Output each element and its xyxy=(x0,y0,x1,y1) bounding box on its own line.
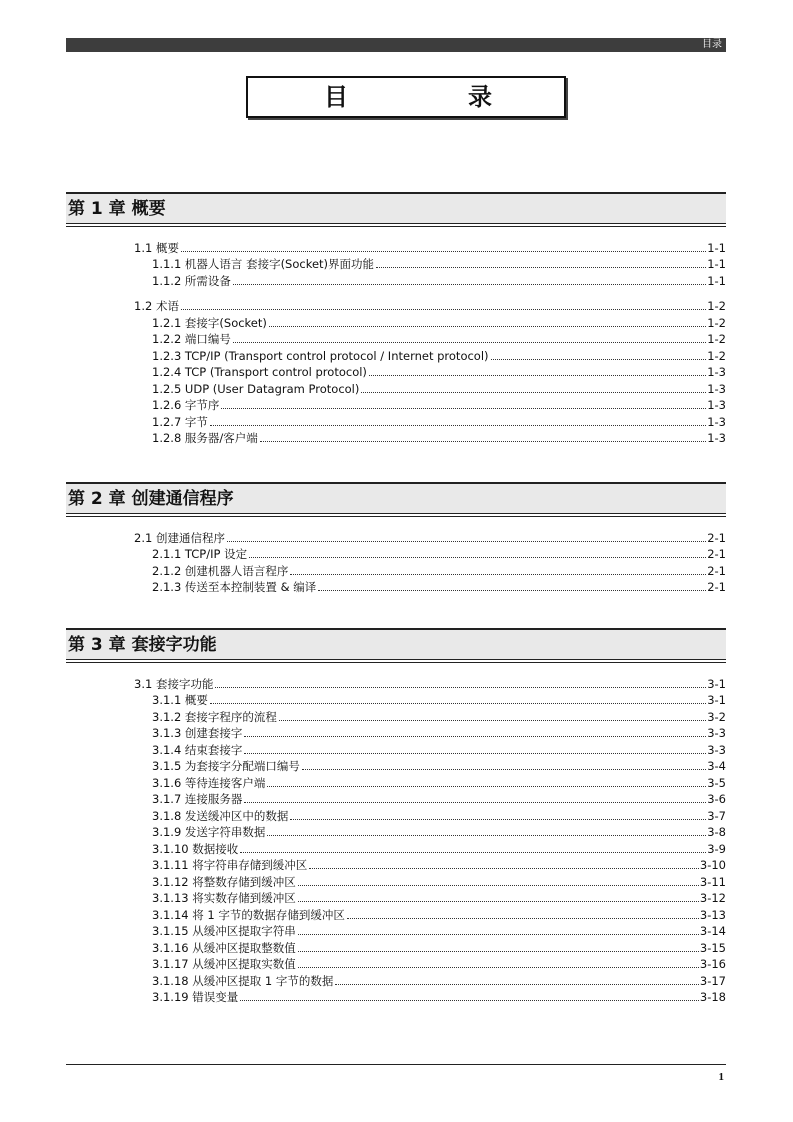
toc-entry-page: 1-3 xyxy=(707,398,726,412)
toc-dot-leader xyxy=(302,768,706,770)
toc-entry-label: 1.2.5 UDP (User Datagram Protocol) xyxy=(152,381,360,396)
document-title-box xyxy=(246,76,566,118)
toc-dot-leader xyxy=(298,950,699,952)
toc-entry-page: 2-1 xyxy=(707,530,726,545)
chapter-3 xyxy=(66,628,726,1004)
toc-entry-label: 1.2.7 字节 xyxy=(152,414,208,429)
toc-entry-label: 3.1.11 将字符串存储到缓冲区 xyxy=(152,858,308,872)
toc-entry-page: 3-1 xyxy=(707,693,726,707)
toc-dot-leader xyxy=(298,884,699,886)
toc-entry-label: 3.1.16 从缓冲区提取整数值 xyxy=(152,940,296,955)
toc-entry-label: 3.1 套接字功能 xyxy=(134,676,214,691)
toc-entry-label: 2.1.2 创建机器人语言程序 xyxy=(152,563,289,578)
toc-entry-label: 2.1.1 TCP/IP 设定 xyxy=(152,547,248,561)
footer-rule xyxy=(66,1064,726,1065)
toc-entry-label: 1.1 概要 xyxy=(134,240,179,255)
toc-entry[interactable] xyxy=(66,271,726,288)
toc-entry-page: 1-2 xyxy=(707,315,726,330)
toc-list xyxy=(66,528,726,594)
toc-dot-leader xyxy=(221,407,706,409)
toc-entry[interactable] xyxy=(66,346,726,363)
toc-entry-page: 3-3 xyxy=(707,742,726,757)
title-char-left: 目 xyxy=(324,83,348,111)
toc-dot-leader xyxy=(249,556,706,558)
toc-dot-leader xyxy=(279,719,706,721)
toc-list xyxy=(66,674,726,1004)
toc-entry-label: 3.1.18 从缓冲区提取 1 字节的数据 xyxy=(152,973,334,988)
toc-entry[interactable] xyxy=(66,429,726,446)
toc-entry[interactable] xyxy=(66,988,726,1005)
toc-entry-label: 3.1.1 概要 xyxy=(152,693,208,707)
toc-entry[interactable] xyxy=(66,330,726,347)
toc-entry[interactable] xyxy=(66,938,726,955)
toc-entry-label: 3.1.2 套接字程序的流程 xyxy=(152,709,277,724)
toc-entry-page: 1-1 xyxy=(707,273,726,288)
toc-entry[interactable] xyxy=(66,238,726,255)
toc-entry-label: 1.2.8 服务器/客户端 xyxy=(152,431,258,445)
toc-entry-page: 1-3 xyxy=(707,381,726,396)
toc-entry-page: 1-2 xyxy=(707,332,726,346)
toc-entry[interactable] xyxy=(66,412,726,429)
toc-entry-label: 2.1.3 传送至本控制装置 & 编译 xyxy=(152,580,317,594)
toc-entry-page: 2-1 xyxy=(707,580,726,594)
toc-entry[interactable] xyxy=(66,379,726,396)
toc-entry[interactable] xyxy=(66,971,726,988)
toc-entry-page: 3-14 xyxy=(699,924,726,938)
toc-dot-leader xyxy=(290,573,706,575)
toc-entry-label: 3.1.7 连接服务器 xyxy=(152,792,243,806)
toc-entry[interactable] xyxy=(66,545,726,562)
toc-entry-label: 3.1.19 错误变量 xyxy=(152,990,239,1004)
header-label: 目录 xyxy=(702,39,722,50)
toc-dot-leader xyxy=(215,686,706,688)
toc-entry-page: 3-1 xyxy=(707,676,726,691)
toc-dot-leader xyxy=(491,358,707,360)
toc-entry-label: 3.1.12 将整数存储到缓冲区 xyxy=(152,874,296,889)
toc-entry-page: 1-3 xyxy=(707,431,726,445)
chapter-heading xyxy=(66,192,726,224)
chapter-title: 第 1 章 概要 xyxy=(68,199,166,219)
toc-dot-leader xyxy=(298,933,699,935)
toc-entry-page: 3-16 xyxy=(699,957,726,971)
toc-entry-page: 1-3 xyxy=(707,365,726,379)
toc-entry-label: 2.1 创建通信程序 xyxy=(134,530,225,545)
toc-entry-label: 3.1.15 从缓冲区提取字符串 xyxy=(152,924,296,938)
toc-dot-leader xyxy=(210,702,706,704)
toc-entry-label: 1.2.6 字节序 xyxy=(152,398,220,412)
toc-entry[interactable] xyxy=(66,528,726,545)
toc-entry[interactable] xyxy=(66,396,726,413)
toc-dot-leader xyxy=(181,250,706,252)
toc-entry[interactable] xyxy=(66,691,726,708)
toc-entry[interactable] xyxy=(66,955,726,972)
toc-dot-leader xyxy=(210,424,706,426)
toc-dot-leader xyxy=(369,374,706,376)
toc-dot-leader xyxy=(233,283,706,285)
toc-dot-leader xyxy=(335,983,699,985)
toc-entry-page: 3-5 xyxy=(707,775,726,790)
toc-entry[interactable] xyxy=(66,773,726,790)
toc-entry-label: 3.1.9 发送字符串数据 xyxy=(152,825,266,839)
toc-entry-label: 1.2.4 TCP (Transport control protocol) xyxy=(152,365,367,379)
toc-entry[interactable] xyxy=(66,905,726,922)
toc-entry[interactable] xyxy=(66,740,726,757)
toc-entry-page: 3-4 xyxy=(707,759,726,773)
toc-entry-label: 3.1.10 数据接收 xyxy=(152,841,239,856)
toc-entry-page: 3-9 xyxy=(707,841,726,856)
toc-entry-label: 1.2.2 端口编号 xyxy=(152,332,231,346)
toc-entry-page: 1-2 xyxy=(707,348,726,363)
toc-entry[interactable] xyxy=(66,561,726,578)
chapter-1 xyxy=(66,192,726,445)
toc-dot-leader xyxy=(181,308,706,310)
toc-entry-page: 1-3 xyxy=(707,414,726,429)
toc-entry-page: 3-17 xyxy=(699,973,726,988)
toc-dot-leader xyxy=(233,341,706,343)
toc-entry[interactable] xyxy=(66,578,726,595)
toc-entry[interactable] xyxy=(66,674,726,691)
toc-entry-label: 3.1.5 为套接字分配端口编号 xyxy=(152,759,300,773)
toc-entry-page: 2-1 xyxy=(707,547,726,561)
toc-entry-page: 3-13 xyxy=(699,907,726,922)
toc-entry[interactable] xyxy=(66,255,726,272)
chapter-title: 第 3 章 套接字功能 xyxy=(68,635,217,655)
toc-entry-page: 3-8 xyxy=(707,825,726,839)
toc-dot-leader xyxy=(298,900,699,902)
toc-entry-page: 1-1 xyxy=(707,257,726,271)
title-char-right: 录 xyxy=(468,83,492,111)
toc-entry-label: 3.1.4 结束套接字 xyxy=(152,742,243,757)
toc-entry-label: 1.1.1 机器人语言 套接字(Socket)界面功能 xyxy=(152,257,375,271)
toc-dot-leader xyxy=(267,834,706,836)
toc-entry[interactable] xyxy=(66,889,726,906)
toc-entry[interactable] xyxy=(66,872,726,889)
toc-entry-label: 3.1.3 创建套接字 xyxy=(152,726,243,740)
toc-entry-page: 3-3 xyxy=(707,726,726,740)
toc-list xyxy=(66,238,726,445)
toc-entry-page: 3-15 xyxy=(699,940,726,955)
toc-entry[interactable] xyxy=(66,297,726,314)
toc-entry[interactable] xyxy=(66,724,726,741)
toc-entry-label: 3.1.8 发送缓冲区中的数据 xyxy=(152,808,289,823)
toc-dot-leader xyxy=(376,266,706,268)
toc-dot-leader xyxy=(267,785,706,787)
chapter-heading xyxy=(66,482,726,514)
toc-entry-label: 1.2.1 套接字(Socket) xyxy=(152,315,267,330)
toc-entry-page: 3-11 xyxy=(699,874,726,889)
toc-entry[interactable] xyxy=(66,823,726,840)
toc-entry-page: 3-12 xyxy=(699,891,726,905)
toc-dot-leader xyxy=(244,801,706,803)
header-bar xyxy=(66,38,726,52)
toc-dot-leader xyxy=(227,540,706,542)
toc-entry-label: 1.2 术语 xyxy=(134,299,179,313)
toc-entry[interactable] xyxy=(66,856,726,873)
toc-entry-page: 1-2 xyxy=(707,299,726,313)
toc-entry-label: 3.1.14 将 1 字节的数据存储到缓冲区 xyxy=(152,907,345,922)
toc-dot-leader xyxy=(260,440,706,442)
toc-dot-leader xyxy=(309,867,699,869)
chapter-heading xyxy=(66,628,726,660)
toc-entry[interactable] xyxy=(66,363,726,380)
toc-entry-label: 1.1.2 所需设备 xyxy=(152,273,231,288)
toc-entry-page: 3-6 xyxy=(707,792,726,806)
toc-entry-label: 3.1.6 等待连接客户端 xyxy=(152,775,266,790)
toc-entry-label: 3.1.17 从缓冲区提取实数值 xyxy=(152,957,296,971)
toc-dot-leader xyxy=(361,391,706,393)
toc-entry-page: 1-1 xyxy=(707,240,726,255)
toc-dot-leader xyxy=(298,966,699,968)
toc-entry-page: 3-10 xyxy=(699,858,726,872)
toc-dot-leader xyxy=(244,752,706,754)
toc-dot-leader xyxy=(240,999,699,1001)
toc-entry[interactable] xyxy=(66,922,726,939)
toc-entry-page: 2-1 xyxy=(707,563,726,578)
toc-entry[interactable] xyxy=(66,839,726,856)
toc-entry-page: 3-18 xyxy=(699,990,726,1004)
chapter-title: 第 2 章 创建通信程序 xyxy=(68,489,234,509)
toc-dot-leader xyxy=(290,818,706,820)
page-number: 1 xyxy=(718,1071,724,1083)
toc-entry[interactable] xyxy=(66,790,726,807)
toc-entry[interactable] xyxy=(66,707,726,724)
toc-dot-leader xyxy=(347,917,699,919)
toc-entry-label: 1.2.3 TCP/IP (Transport control protocol / Internet protocol) xyxy=(152,348,489,363)
toc-dot-leader xyxy=(240,851,706,853)
toc-dot-leader xyxy=(269,325,706,327)
toc-entry[interactable] xyxy=(66,757,726,774)
toc-entry-page: 3-7 xyxy=(707,808,726,823)
toc-entry-label: 3.1.13 将实数存储到缓冲区 xyxy=(152,891,296,905)
toc-entry-page: 3-2 xyxy=(707,709,726,724)
toc-dot-leader xyxy=(244,735,706,737)
toc-entry[interactable] xyxy=(66,313,726,330)
chapter-2 xyxy=(66,482,726,594)
toc-entry[interactable] xyxy=(66,806,726,823)
toc-dot-leader xyxy=(318,589,706,591)
